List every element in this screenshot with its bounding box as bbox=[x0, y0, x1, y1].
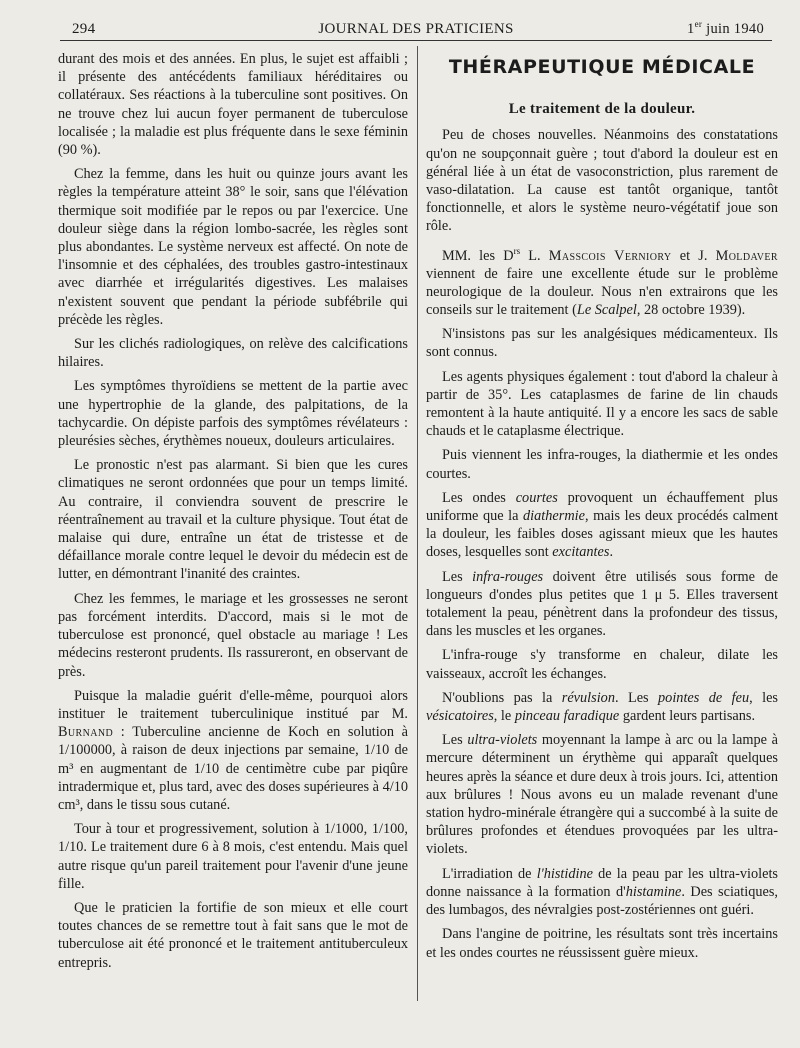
column-separator bbox=[417, 46, 418, 1001]
paragraph: N'insistons pas sur les analgésiques médicamenteux. Ils sont connus. bbox=[426, 326, 778, 361]
author-name: Burnand bbox=[58, 724, 114, 741]
paragraph: durant des mois et des années. En plus, le sujet est affaibli ; il présente des antécédents familiaux héréditaires ou collatéraux. Ses réactions à la tuberculine sont positives. On ne trouve chez lui aucun foyer permanent de tuberculose localisée ; la maladie est plus fréquente dans le sexe féminin (90 %). bbox=[58, 51, 408, 159]
section-title: THÉRAPEUTIQUE MÉDICALE bbox=[448, 56, 756, 78]
left-column bbox=[58, 50, 408, 978]
paragraph: Les symptômes thyroïdiens se mettent de la partie avec une hypertrophie de la glande, des palpitations, de la tachycardie. On dépiste parfois des symptômes révélateurs : pleurésies sèches, érythèmes noueux, douleurs articulaires. bbox=[58, 378, 408, 450]
page-number: 294 bbox=[72, 21, 96, 37]
paragraph: Peu de choses nouvelles. Néanmoins des constatations qu'on ne soupçonnait guère ; tout d'abord la douleur est en général liée à un état de vasoconstriction, plus rarement de vaso-dilatation. La cause est tantôt organique, tantôt fonctionnelle, et alors le système neuro-végétatif joue son rôle. bbox=[426, 127, 778, 235]
paragraph: Chez les femmes, le mariage et les grossesses ne seront pas forcément interdits. D'accord, mais si le mot de tuberculose est prononcé, quel obstacle au mariage ! Les médecins resteront prudents. Ils rassureront, en observant de près. bbox=[58, 590, 408, 680]
paragraph: Le pronostic n'est pas alarmant. Si bien que les cures climatiques ne seront ordonnées que pour un temps limité. Au contraire, il conviendra souvent de prescrire le réentraînement au travail et la culture physique. Tout état de malaise qui dure, entraîne un état de tristesse et de défaillance morale contre lequel le devoir du médecin est de lutter, en démontrant l'inanité des craintes. bbox=[58, 457, 408, 583]
paragraph: Que le praticien la fortifie de son mieux et elle court toutes chances de se remettre tout à fait sans que le mot de tuberculose ait été prononcé et le traitement antituberculeux entrepris. bbox=[58, 899, 408, 971]
paragraph: Les agents physiques également : tout d'abord la chaleur à partir de 35°. Les cataplasmes de farine de lin chauds remontent à la haute antiquité. Il y a encore les sacs de sable chauds et le cataplasme électrique. bbox=[426, 368, 778, 440]
paragraph: Tour à tour et progressivement, solution à 1/1000, 1/100, 1/10. Le traitement dure 6 à 8 mois, c'est entendu. Mais quel autre risque qu'un pareil traitement pour l'avenir d'une jeune fille. bbox=[58, 821, 408, 892]
paragraph: Puisque la maladie guérit d'elle-même, pourquoi alors instituer le traitement tuberculinique institué par M. Burnand : Tuberculine ancienne de Koch en solution à 1/100000, à raison de deux injections par semaine, 1/10 de m³ en augmentant de 1/10 de centimètre cube par piqûre intradermique et, plus tard, avec des doses supérieures à 4/10 cm³, dans le tissu sous cutané. bbox=[58, 687, 408, 813]
article-title: Le traitement de la douleur. bbox=[508, 101, 696, 118]
right-column bbox=[426, 50, 778, 968]
paragraph: N'oublions pas la révulsion. Les pointes de feu, les vésicatoires, le pinceau faradique gardent leurs partisans. bbox=[426, 689, 778, 725]
journal-title: JOURNAL DES PRATICIENS bbox=[318, 21, 514, 37]
journal-reference: Le Scalpel bbox=[576, 302, 637, 318]
paragraph: MM. les $D^{rs}$ L. Masscois Verniory et J. Moldaver viennent de faire une excellente étude sur le problème neurologique de la douleur. Nous n'en extrairons que les conseils sur le traitement (Le Scalpel, 28 octobre 1939). bbox=[426, 245, 778, 318]
paragraph: L'infra-rouge s'y transforme en chaleur, dilate les vaisseaux, accroît les échanges. bbox=[426, 647, 778, 682]
paragraph: Puis viennent les infra-rouges, la diathermie et les ondes courtes. bbox=[426, 447, 778, 482]
paragraph: Les ondes courtes provoquent un échauffement plus uniforme que la diathermie, mais les deux procédés calment la douleur, les faibles doses agissant mieux que les hautes doses, lesquelles sont excitantes. bbox=[426, 489, 778, 561]
paragraph: Dans l'angine de poitrine, les résultats sont très incertains et les ondes courtes ne réussissent guère mieux. bbox=[426, 926, 778, 961]
issue-date: 1er juin 1940 bbox=[687, 19, 764, 37]
paragraph: Les ultra-violets moyennant la lampe à arc ou la lampe à mercure déterminent un érythème qui apparaît quelques heures après la séance et dure deux à trois jours. Ici, attention aux brûlures ! Nous avons eu un malade revenant d'une station hydro-minérale étrangère qui a succombé à la suite de brûlures profondes et étendues provoquées par les ultra-violets. bbox=[426, 732, 778, 858]
paragraph: L'irradiation de l'histidine de la peau par les ultra-violets donne naissance à la formation d'histamine. Des sciatiques, des lumbagos, des névralgies post-zostériennes ont guéri. bbox=[426, 865, 778, 919]
paragraph: Sur les clichés radiologiques, on relève des calcifications hilaires. bbox=[58, 336, 408, 371]
author-name: Moldaver bbox=[715, 247, 778, 264]
paragraph: Les infra-rouges doivent être utilisés sous forme de longueurs d'ondes plus petites que 1 μ 5. Elles traversent totalement la peau, pénètrent dans la profondeur des tissus, dans les muscles et les organes. bbox=[426, 568, 779, 640]
header-rule bbox=[60, 40, 772, 41]
page-header bbox=[60, 18, 772, 40]
paragraph: Chez la femme, dans les huit ou quinze jours avant les règles la température atteint 38° le soir, sans que l'élévation thermique soit modifiée par le repos ou par l'exercice. Une douleur siège dans la région lombo-sacrée, les règles sont plus abondantes. Le système nerveux est affecté. On note de l'insomnie et des céphalées, des troubles gastro-intestinaux avec diarrhée et irrégularités digestives. Les malaises n'existent souvent que pendant la période subfébrile qui précède les règles. bbox=[58, 166, 408, 328]
author-names: Masscois Verniory bbox=[548, 247, 672, 264]
